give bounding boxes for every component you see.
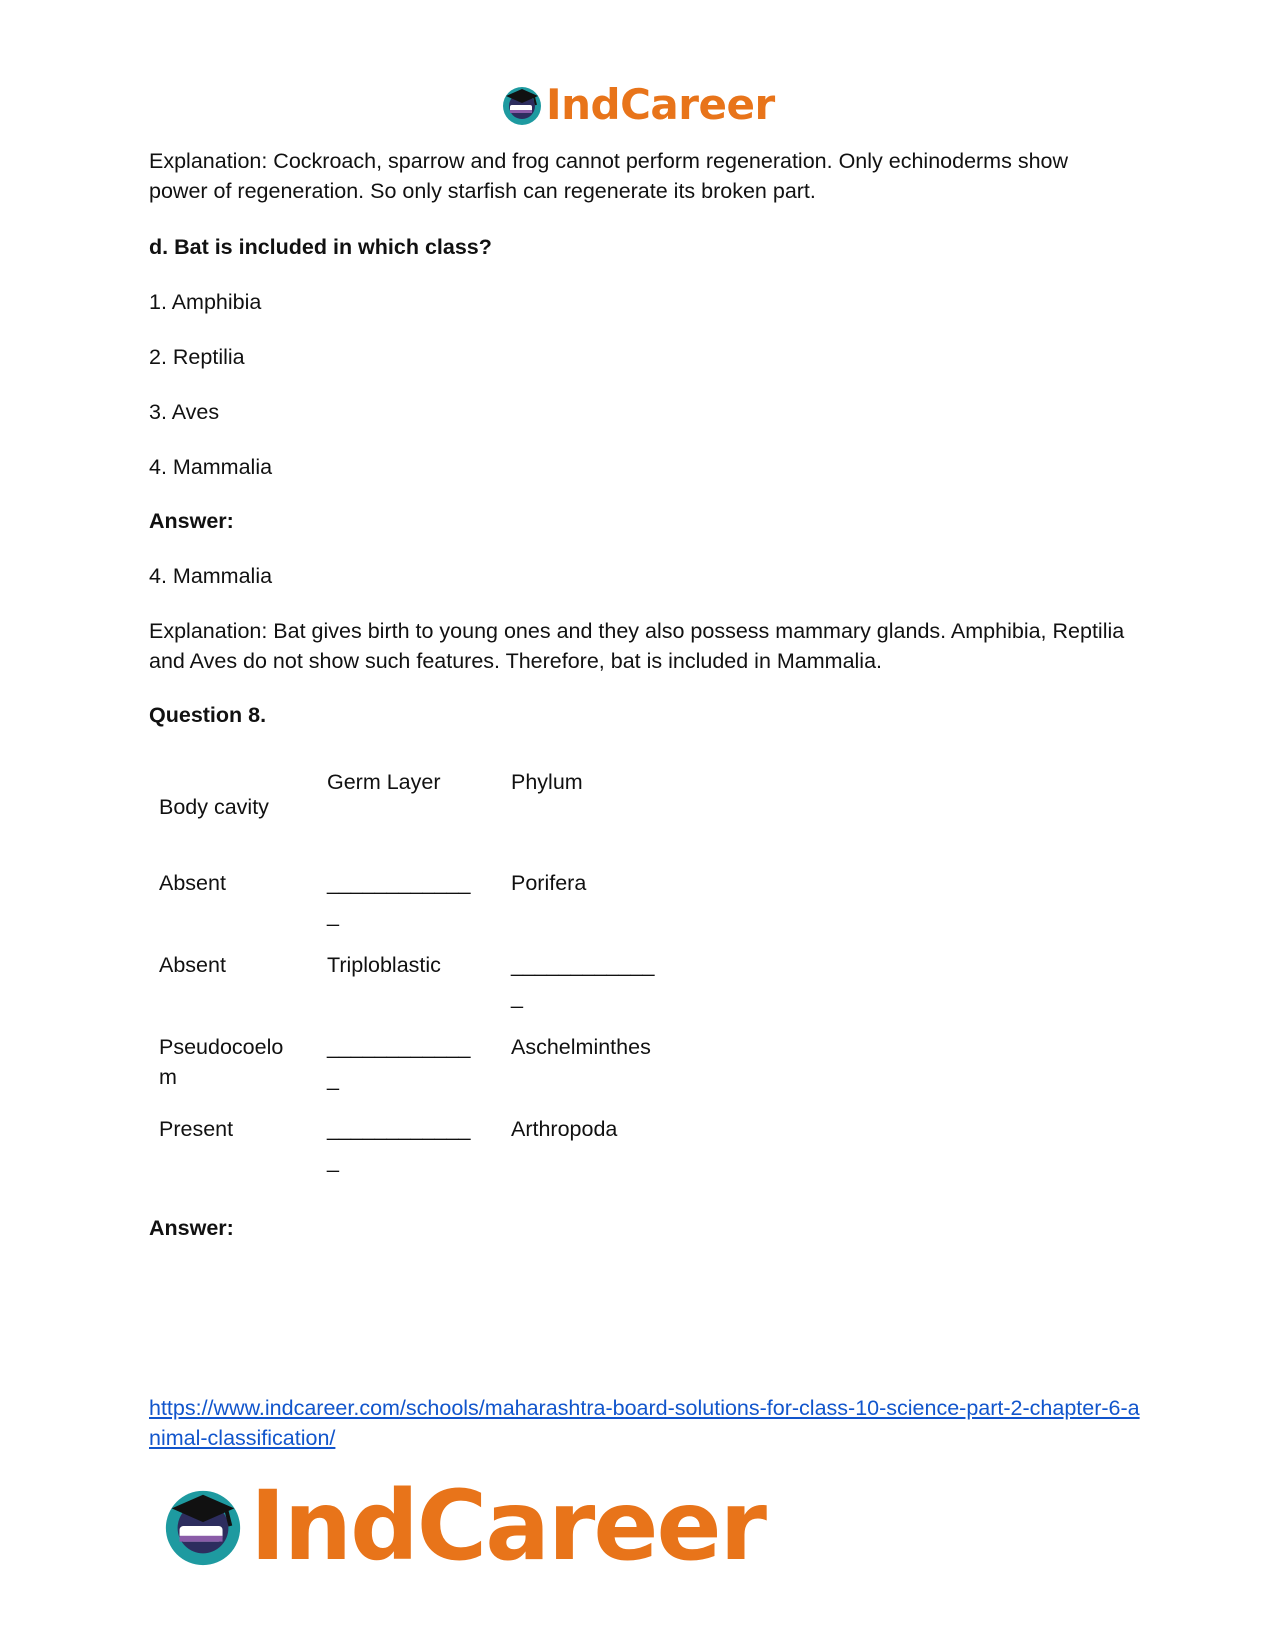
- table-cell-r3-c1-wrap: m: [159, 1065, 177, 1089]
- option-3: 3. Aves: [149, 400, 220, 424]
- table-cell-r4-c2-wrap: _: [327, 1149, 339, 1173]
- header-logo-text: IndCareer: [546, 80, 775, 129]
- option-4: 4. Mammalia: [149, 455, 273, 479]
- option-1: 1. Amphibia: [149, 290, 262, 314]
- table-cell-r3-c3: Aschelminthes: [511, 1035, 651, 1059]
- source-link[interactable]: https://www.indcareer.com/schools/maharashtra-board-solutions-for-class-10-science-part-2-chapter-6-animal-classification/: [149, 1396, 1140, 1450]
- question-8: Question 8.: [149, 703, 267, 727]
- option-2: 2. Reptilia: [149, 345, 245, 369]
- footer-logo: [160, 1470, 765, 1582]
- table-cell-r3-c2: ____________: [327, 1035, 471, 1059]
- table-cell-r2-c2: Triploblastic: [327, 953, 441, 977]
- table-cell-r2-c3: ____________: [511, 953, 655, 977]
- table-cell-r3-c1: Pseudocoelo: [159, 1035, 284, 1059]
- table-cell-r1-c1: Absent: [159, 871, 226, 895]
- table-cell-r1-c2: ____________: [327, 871, 471, 895]
- table-cell-r2-c1: Absent: [159, 953, 226, 977]
- explanation-regeneration: Explanation: Cockroach, sparrow and frog cannot perform regeneration. Only echinoderms show power of regeneration. So only starfish can regenerate its broken part.: [149, 149, 1069, 203]
- table-cell-r2-c3-wrap: _: [511, 985, 523, 1009]
- graduation-book-icon: [500, 83, 544, 127]
- graduation-book-icon: [160, 1483, 246, 1569]
- explanation-bat: Explanation: Bat gives birth to young ones and they also possess mammary glands. Amphibia, Reptilia and Aves do not show such features. Therefore, bat is included in Mammalia.: [149, 619, 1125, 673]
- table-cell-r1-c3: Porifera: [511, 871, 587, 895]
- table-cell-r4-c1: Present: [159, 1117, 234, 1141]
- answer-label: Answer:: [149, 509, 234, 533]
- table-header-body-cavity: Body cavity: [159, 795, 269, 819]
- question-d: d. Bat is included in which class?: [149, 235, 492, 259]
- answer-label-2: Answer:: [149, 1216, 234, 1240]
- table-header-phylum: Phylum: [511, 770, 583, 794]
- table-cell-r1-c2-wrap: _: [327, 903, 339, 927]
- footer-logo-text: IndCareer: [250, 1470, 765, 1582]
- table-cell-r4-c3: Arthropoda: [511, 1117, 618, 1141]
- answer-value: 4. Mammalia: [149, 564, 273, 588]
- header-logo: [500, 80, 775, 129]
- table-cell-r3-c2-wrap: _: [327, 1067, 339, 1091]
- table-cell-r4-c2: ____________: [327, 1117, 471, 1141]
- table-header-germ-layer: Germ Layer: [327, 770, 441, 794]
